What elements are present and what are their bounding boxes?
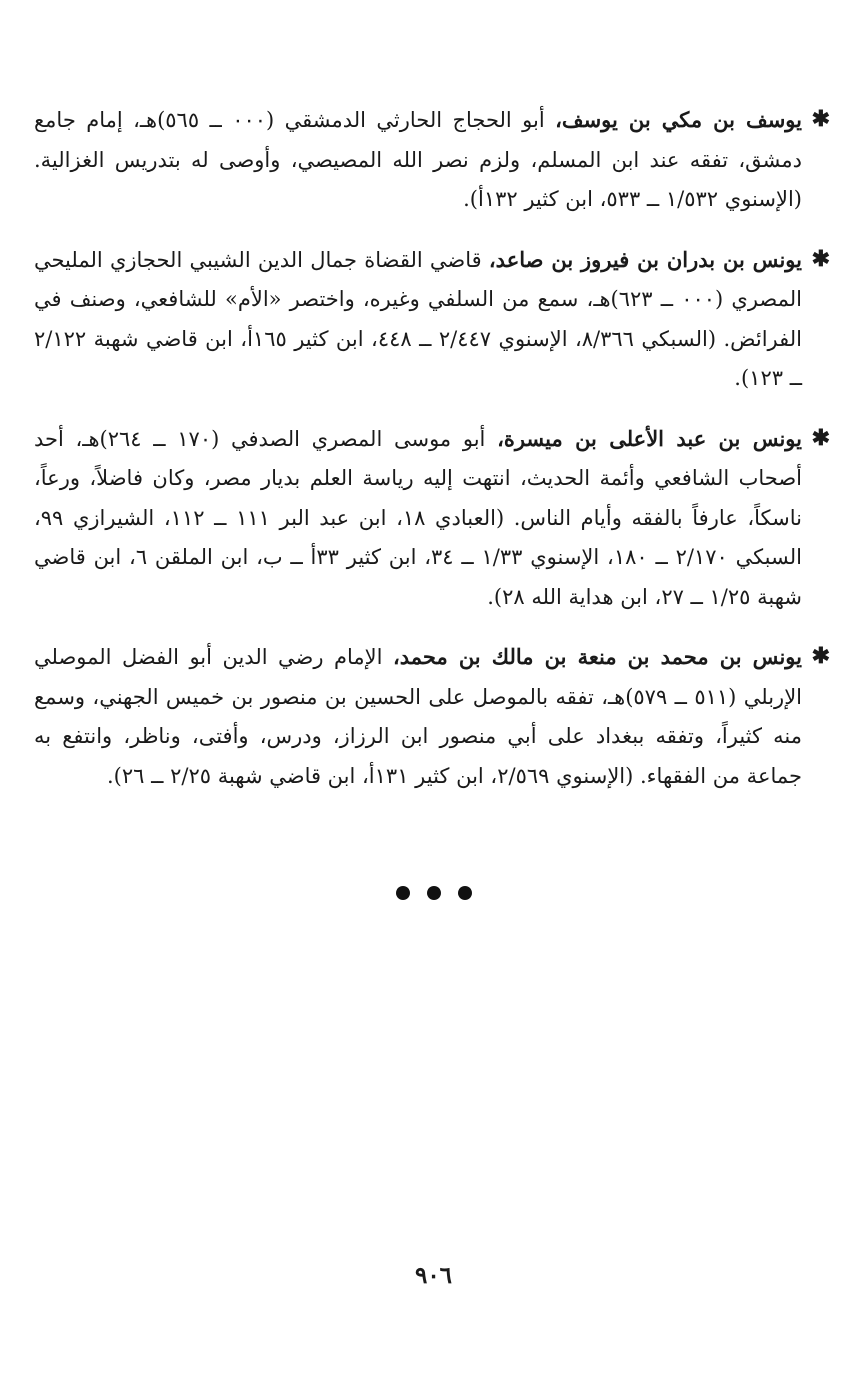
ornament-dot (458, 886, 472, 900)
three-dots-ornament (389, 878, 479, 908)
biography-entry (34, 240, 830, 399)
entry-name: يونس بن بدران بن فيروز بن صاعد، (488, 246, 802, 272)
entries-list (34, 100, 830, 816)
ornament-dot (396, 886, 410, 900)
ornament-dot (427, 886, 441, 900)
biography-entry (34, 419, 830, 618)
entry-name: يونس بن محمد بن منعة بن مالك بن محمد، (392, 644, 802, 669)
entry-body: أبو الحجاج الحارثي الدمشقي (٠٠٠ ــ ٥٦٥)هـ، إمام جامع دمشق، تفقه عند ابن المسلم، ولزم نصر الله المصيصي، وأوصى له بتدريس الغزالية. (الإسنوي ١/٥٣٢ ــ ٥٣٣، ابن كثير ١٣٢أ). (34, 108, 802, 211)
biography-entry (34, 637, 830, 796)
section-divider (0, 878, 867, 918)
asterisk-icon: ✱ (811, 643, 830, 669)
biography-entry (34, 100, 830, 220)
entry-body: الإمام رضي الدين أبو الفضل الموصلي الإربلي (٥١١ ــ ٥٧٩)هـ، تفقه بالموصل على الحسين بن منصور بن خميس الجهني، وسمع منه كثيراً، وتفقه ببغداد على أبي منصور ابن الرزاز، ودرس، وأفتى، وناظر، وانتفع به جماعة من الفقهاء. (الإسنوي ٢/٥٦٩، ابن كثير ١٣١أ، ابن قاضي شهبة ٢/٢٥ ــ ٢٦). (34, 645, 803, 788)
asterisk-icon: ✱ (811, 106, 830, 132)
entry-body: قاضي القضاة جمال الدين الشيبي الحجازي المليحي المصري (٠٠٠ ــ ٦٢٣)هـ، سمع من السلفي وغيره، واختصر «الأم» للشافعي، وصنف في الفرائض. (السبكي ٨/٣٦٦، الإسنوي ٢/٤٤٧ ــ ٤٤٨، ابن كثير ١٦٥أ، ابن قاضي شهبة ٢/١٢٢ ــ ١٢٣). (34, 247, 803, 390)
entry-name: يونس بن عبد الأعلى بن ميسرة، (497, 425, 803, 451)
entry-name: يوسف بن مكي بن يوسف، (555, 107, 803, 132)
page-number: ٩٠٦ (414, 1262, 453, 1289)
asterisk-icon: ✱ (811, 245, 830, 272)
entry-body: أبو موسى المصري الصدفي (١٧٠ ــ ٢٦٤)هـ، أحد أصحاب الشافعي وأئمة الحديث، انتهت إليه رياسة العلم بديار مصر، وكان فاضلاً، ورعاً، ناسكاً، عارفاً بالفقه وأيام الناس. (العبادي ١٨، ابن عبد البر ١١١ ــ ١١٢، الشيرازي ٩٩، السبكي ٢/١٧٠ ــ ١٨٠، الإسنوي ١/٣٣ ــ ٣٤، ابن كثير ٣٣أ ــ ب، ابن الملقن ٦، ابن قاضي شهبة ١/٢٥ ــ ٢٧، ابن هداية الله ٢٨). (34, 426, 802, 609)
asterisk-icon: ✱ (811, 424, 830, 451)
